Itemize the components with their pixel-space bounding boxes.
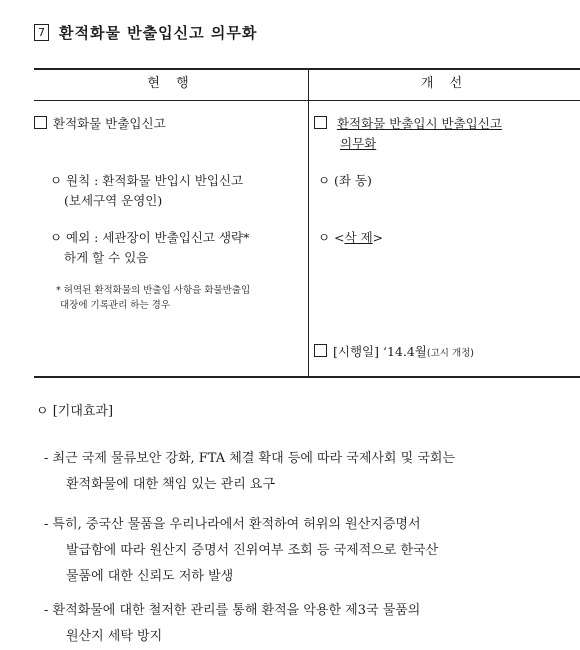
expected-effects-heading: ㅇ [기대효과] (36, 404, 114, 419)
expected-item-1: - 최근 국제 물류보안 강화, FTA 체결 확대 등에 따라 국제사회 및 국회는 환적화물에 대한 책임 있는 관리 요구 (44, 451, 455, 492)
current-note: * 허역된 환적화물의 반출입 사항을 화물반출입 대장에 기록관리 하는 경우 (56, 285, 251, 311)
improved-delete: ㅇ <삭 제> (318, 230, 384, 245)
checkbox-square-icon (34, 116, 47, 129)
comparison-table (34, 68, 580, 379)
current-principle: ㅇ 원칙 : 환적화물 반입시 반입신고 (보세구역 운영인) (50, 173, 244, 208)
checkbox-square-icon (314, 116, 327, 129)
current-exception: ㅇ 예외 : 세관장이 반출입신고 생략* 하게 할 수 있음 (50, 230, 250, 265)
header-improved: 개 선 (420, 76, 469, 91)
expected-item-2: - 특히, 중국산 물품을 우리나라에서 환적하여 허위의 원산지증명서 발급함에 따라 원산지 증명서 진위여부 조회 등 국제적으로 한국산 물품에 대한 신뢰도 저하 발생 (44, 517, 439, 584)
table-column-divider (308, 68, 309, 378)
improved-item: 환적화물 반출입시 반출입신고 의무화 (314, 114, 502, 154)
header-current: 현 행 (147, 76, 195, 91)
improved-same: ㅇ (좌 동) (318, 173, 372, 188)
current-item: 환적화물 반출입신고 (34, 114, 166, 134)
effective-date: [시행일] ‘14.4월(고시 개정) (314, 342, 474, 362)
section-title (34, 21, 257, 43)
section-title-text: 환적화물 반출입신고 의무화 (59, 23, 258, 42)
section-number-box: 7 (34, 24, 49, 41)
table-header-rule (34, 100, 580, 101)
checkbox-square-icon (314, 344, 327, 357)
expected-item-3: - 환적화물에 대한 철저한 관리를 통해 환적을 악용한 제3국 물품의 원산지 세탁 방지 (44, 603, 421, 644)
table-bottom-rule (34, 376, 580, 378)
